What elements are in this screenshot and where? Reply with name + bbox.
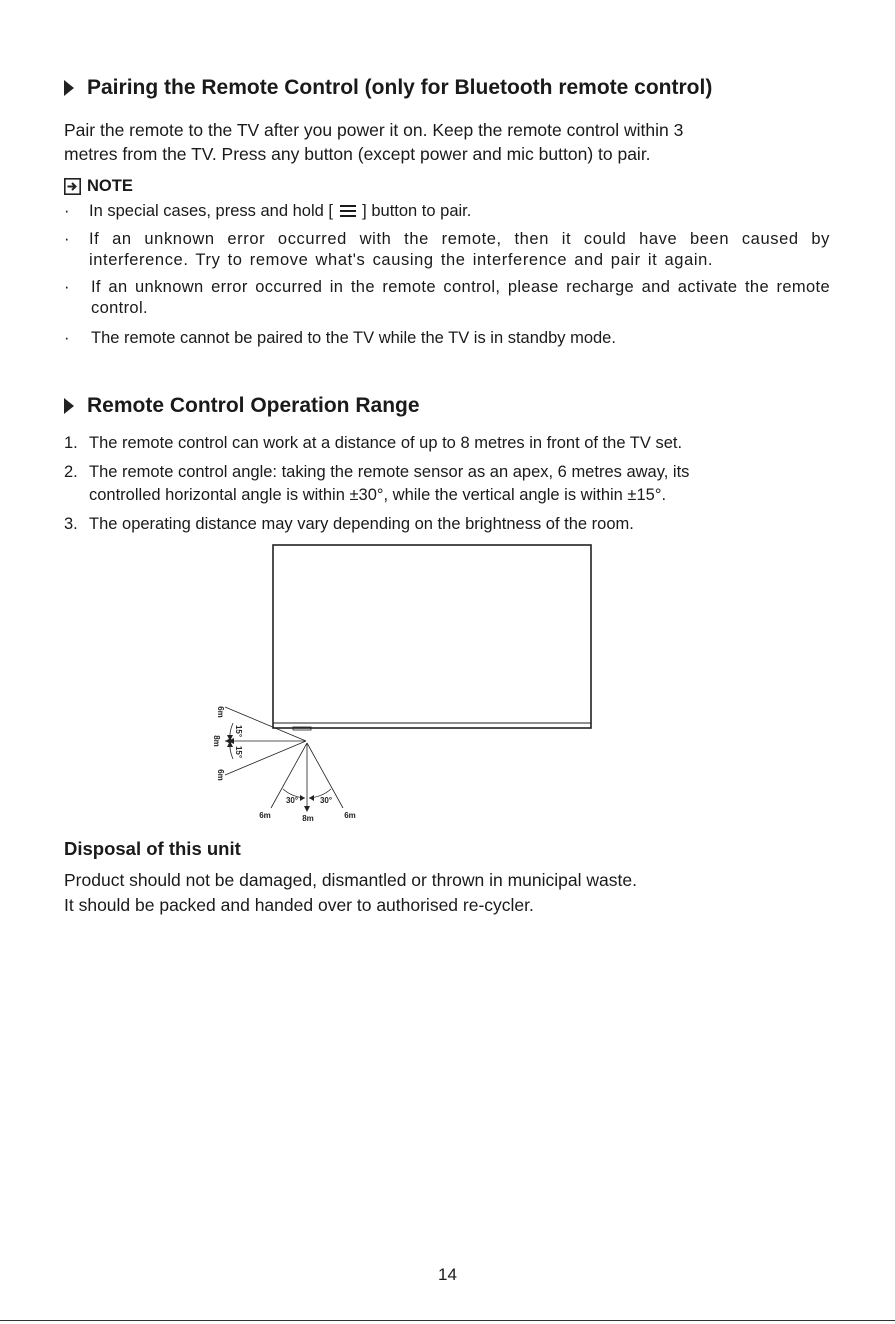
- item-text-line2: controlled horizontal angle is within ±30°, while the vertical angle is within ±15°.: [89, 486, 667, 504]
- vertical-range-lines: [225, 707, 306, 775]
- bullet: ·: [64, 230, 70, 248]
- bullet: ·: [64, 329, 70, 347]
- vertical-arrowheads: [225, 735, 234, 747]
- tv-outline: [273, 545, 591, 728]
- vertical-label-top: 6m: [216, 706, 225, 718]
- note-text: If an unknown error occurred in the remote control, please recharge and activate the remote control.: [91, 278, 830, 317]
- range-heading-text: Remote Control Operation Range: [87, 394, 420, 417]
- pairing-intro-line1: Pair the remote to the TV after you power it on. Keep the remote control within 3: [64, 120, 684, 140]
- vertical-angle-upper: 15°: [234, 724, 243, 738]
- disposal-heading: Disposal of this unit: [64, 838, 241, 859]
- item-text: The operating distance may vary depending on the brightness of the room.: [89, 515, 634, 533]
- bullet: ·: [64, 278, 70, 296]
- vertical-label-middle: 8m: [212, 735, 221, 747]
- horizontal-angle-left: 30°: [285, 796, 299, 805]
- item-number: 3.: [64, 515, 78, 533]
- vertical-angle-lower: 15°: [234, 745, 243, 759]
- item-number: 1.: [64, 434, 78, 452]
- horizontal-label-right: 6m: [344, 811, 356, 820]
- note-text: If an unknown error occurred with the remote, then it could have been caused by interference. Try to remove what's causing the interference and pair it again.: [89, 230, 830, 269]
- disposal-line2: It should be packed and handed over to authorised re-cycler.: [64, 895, 534, 915]
- note-text-post: ] button to pair.: [362, 202, 472, 220]
- item-text: The remote control can work at a distance of up to 8 metres in front of the TV set.: [89, 434, 683, 452]
- note-text-pre: In special cases, press and hold [: [89, 202, 333, 220]
- bullet: ·: [64, 202, 70, 220]
- horizontal-angle-right: 30°: [319, 796, 333, 805]
- disposal-line1: Product should not be damaged, dismantled or thrown in municipal waste.: [64, 870, 637, 890]
- item-number: 2.: [64, 463, 78, 481]
- item-text-line1: The remote control angle: taking the remote sensor as an apex, 6 metres away, its: [89, 463, 690, 481]
- note-label: NOTE: [87, 177, 133, 195]
- pairing-intro-line2: metres from the TV. Press any button (except power and mic button) to pair.: [64, 144, 651, 164]
- page-number: 14: [438, 1265, 457, 1284]
- vertical-label-bottom: 6m: [216, 769, 225, 781]
- bottom-divider: [0, 1320, 895, 1321]
- note-text: The remote cannot be paired to the TV while the TV is in standby mode.: [91, 329, 616, 347]
- horizontal-label-left: 6m: [259, 811, 271, 820]
- horizontal-range-lines: [271, 743, 343, 808]
- pairing-heading-text: Pairing the Remote Control (only for Bluetooth remote control): [87, 76, 713, 99]
- horizontal-label-middle: 8m: [302, 814, 314, 823]
